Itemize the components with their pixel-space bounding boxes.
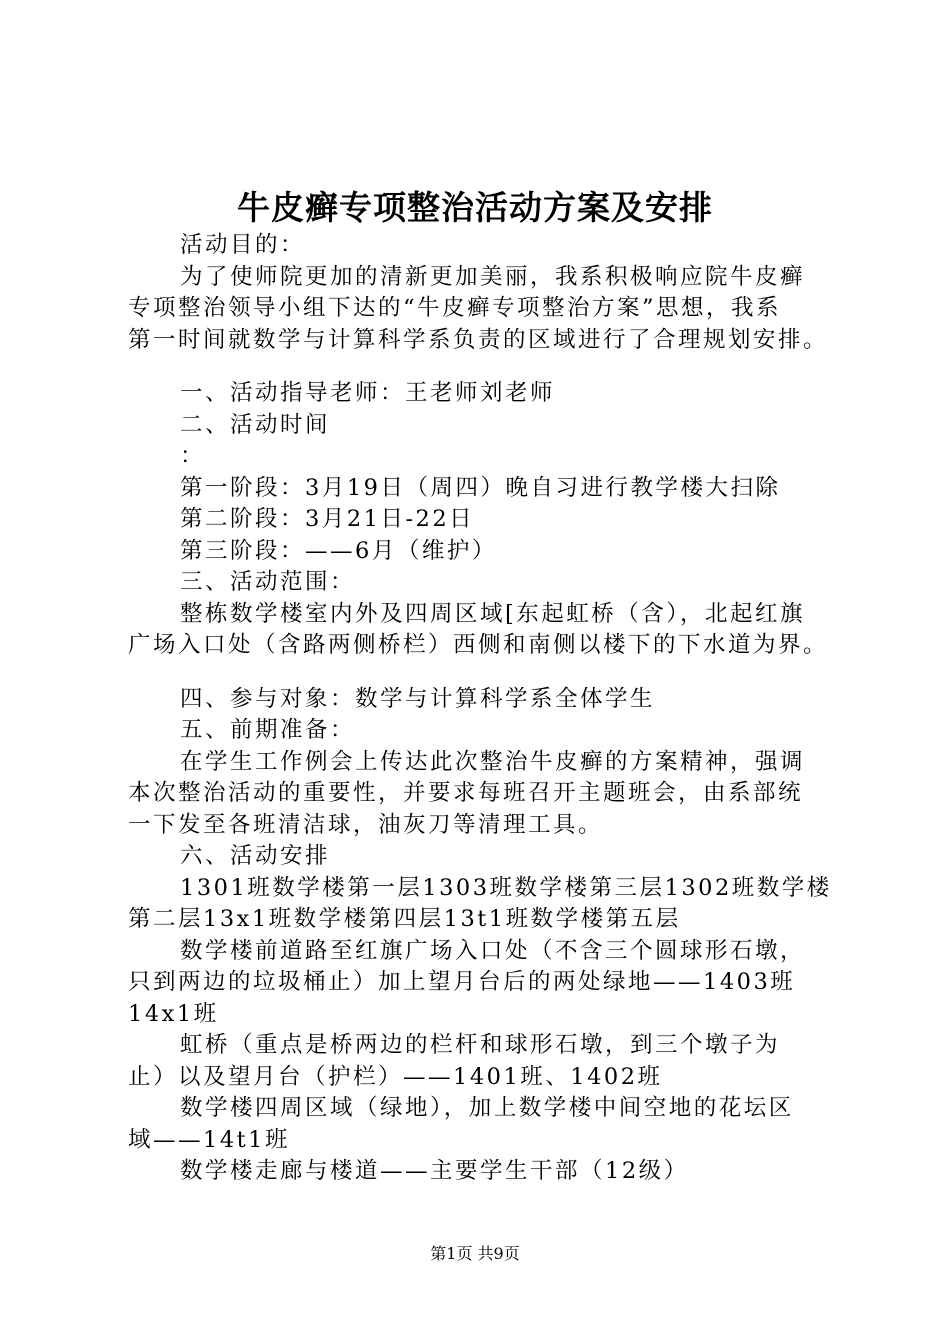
document-body xyxy=(128,230,848,1188)
paragraph-line: 广场入口处（含路两侧桥栏）西侧和南侧以楼下的下水道为界。 xyxy=(128,632,829,658)
schedule-line: 第三阶段：——6月（维护） xyxy=(180,537,497,564)
schedule-line: 第一阶段：3月19日（周四）晚自习进行教学楼大扫除 xyxy=(180,474,781,501)
section-heading: 四、参与对象：数学与计算科学系全体学生 xyxy=(180,685,656,712)
paragraph-line: 数学楼走廊与楼道——主要学生干部（12级） xyxy=(180,1158,689,1184)
paragraph-line: 在学生工作例会上传达此次整治牛皮癣的方案精神，强调 xyxy=(180,748,806,775)
paragraph-line: 数学楼前道路至红旗广场入口处（不含三个圆球形石墩， xyxy=(180,937,806,964)
schedule-line: 第二阶段：3月21日-22日 xyxy=(180,506,475,532)
paragraph-line: 虹桥（重点是桥两边的栏杆和球形石墩，到三个墩子为 xyxy=(180,1032,781,1058)
paragraph-line: 14x1班 xyxy=(128,1000,219,1027)
paragraph-line: 专项整治领导小组下达的“牛皮癣专项整治方案”思想，我系 xyxy=(128,295,782,321)
paragraph-line: 第一时间就数学与计算科学系负责的区域进行了合理规划安排。 xyxy=(128,326,829,353)
section-heading: 六、活动安排 xyxy=(180,843,331,869)
paragraph-line: 第二层13x1班数学楼第四层13t1班数学楼第五层 xyxy=(128,906,681,932)
paragraph-line: ： xyxy=(180,443,206,469)
paragraph-line: 整栋数学楼室内外及四周区域[东起虹桥（含），北起红旗 xyxy=(180,600,806,627)
document-title: 牛皮癣专项整治活动方案及安排 xyxy=(237,188,713,227)
paragraph-line: 1301班数学楼第一层1303班数学楼第三层1302班数学楼 xyxy=(180,874,832,901)
section-heading: 一、活动指导老师：王老师刘老师 xyxy=(180,380,556,406)
section-heading: 三、活动范围： xyxy=(180,569,356,595)
paragraph-gap xyxy=(128,356,848,378)
section-purpose-heading: 活动目的： xyxy=(180,232,306,258)
paragraph-line: 只到两边的垃圾桶止）加上望月台后的两处绿地——1403班 xyxy=(128,969,796,995)
section-heading: 五、前期准备： xyxy=(180,717,356,743)
paragraph-line: 数学楼四周区域（绿地），加上数学楼中间空地的花坛区 xyxy=(180,1095,794,1121)
paragraph-gap xyxy=(128,662,848,684)
paragraph-line: 为了使师院更加的清新更加美丽，我系积极响应院牛皮癣 xyxy=(180,263,806,290)
paragraph-line: 本次整治活动的重要性，并要求每班召开主题班会，由系部统 xyxy=(128,780,804,806)
paragraph-line: 止）以及望月台（护栏）——1401班、1402班 xyxy=(128,1063,663,1090)
section-heading: 二、活动时间 xyxy=(180,411,331,438)
paragraph-line: 一下发至各班清洁球，油灰刀等清理工具。 xyxy=(128,811,604,838)
page-number: 第1页 共9页 xyxy=(430,1244,520,1263)
paragraph-line: 域——14t1班 xyxy=(128,1126,290,1153)
